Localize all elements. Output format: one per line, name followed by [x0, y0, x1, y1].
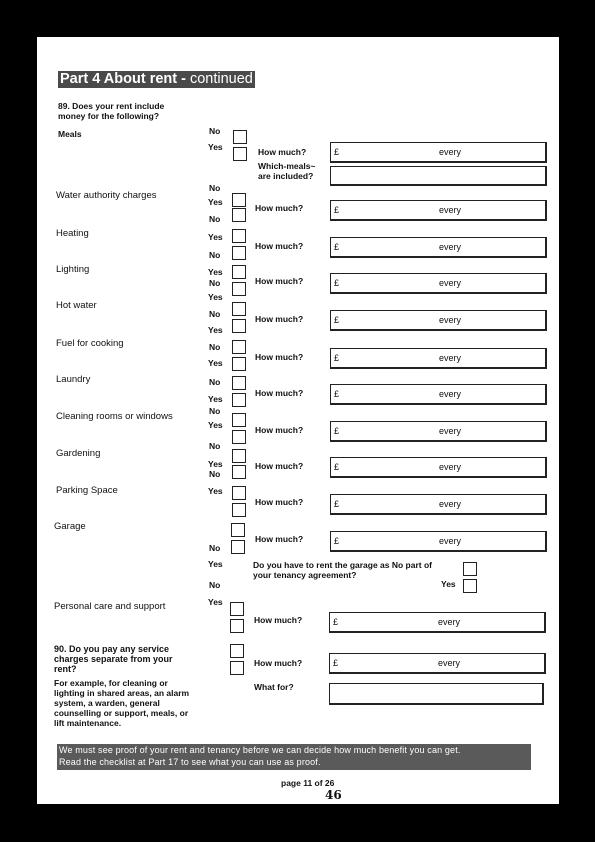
page-label: page 11 of 26 — [281, 778, 335, 788]
gardening-no-label: No — [209, 441, 221, 451]
laundry-yes-checkbox[interactable] — [232, 393, 246, 407]
lighting-how-much: How much? — [255, 276, 304, 286]
water-amount-field[interactable]: £ every — [330, 200, 547, 221]
cleaning-no-checkbox[interactable] — [232, 413, 246, 427]
water-no-label: No — [209, 183, 221, 193]
fuel-cooking-label: Fuel for cooking — [56, 338, 124, 349]
hotwater-yes-label: Yes — [208, 292, 223, 302]
lighting-no-checkbox[interactable] — [232, 265, 246, 279]
water-no-checkbox[interactable] — [232, 193, 246, 207]
hotwater-amount-field[interactable]: £ every — [330, 310, 547, 331]
proof-notice: We must see proof of your rent and tenancy before we can decide how much benefit you can get. Read the checklist at Part 17 to see what you can use as proof. — [57, 744, 531, 770]
gardening-how-much: How much? — [255, 461, 304, 471]
parking-label: Parking Space — [56, 485, 118, 496]
heating-label: Heating — [56, 228, 89, 239]
water-yes-label: Yes — [208, 197, 223, 207]
fuel-no-label-2: No — [209, 342, 221, 352]
service-how-much: How much? — [254, 658, 303, 668]
garage-rent-no-checkbox[interactable] — [463, 562, 477, 576]
personal-how-much: How much? — [254, 615, 303, 625]
garage-yes-checkbox[interactable] — [231, 540, 245, 554]
question-90: 90. Do you pay any service charges separate from your rent? — [54, 644, 173, 674]
section-header: Part 4 About rent - continued — [60, 71, 253, 87]
gardening-yes-checkbox[interactable] — [232, 465, 246, 479]
heating-how-much: How much? — [255, 241, 304, 251]
meals-no-checkbox[interactable] — [233, 130, 247, 144]
personal-no-checkbox[interactable] — [230, 602, 244, 616]
garage-no-checkbox[interactable] — [231, 523, 245, 537]
parking-no-checkbox[interactable] — [232, 486, 246, 500]
heating-no-label: No — [209, 214, 221, 224]
laundry-label: Laundry — [56, 374, 91, 385]
which-meals-field[interactable] — [330, 166, 547, 186]
meals-yes-checkbox[interactable] — [233, 147, 247, 161]
what-for-label: What for? — [254, 682, 294, 692]
heating-no-checkbox[interactable] — [232, 229, 246, 243]
meals-amount-field[interactable]: £ every — [330, 142, 547, 163]
cleaning-no-label: No — [209, 406, 221, 416]
meals-no-label: No — [209, 126, 221, 136]
cleaning-yes-label: Yes — [208, 420, 223, 430]
fuel-yes-label-2: Yes — [208, 358, 223, 368]
heating-yes-checkbox[interactable] — [232, 246, 246, 260]
lighting-yes-checkbox[interactable] — [232, 282, 246, 296]
cleaning-amount-field[interactable]: £ every — [330, 421, 547, 442]
water-how-much: How much? — [255, 203, 304, 213]
which-meals-label: Which-meals~ are included? — [258, 161, 316, 181]
gardening-amount-field[interactable]: £ every — [330, 457, 547, 478]
heating-amount-field[interactable]: £ every — [330, 237, 547, 258]
lighting-yes-label: Yes — [208, 267, 223, 277]
garage-label: Garage — [54, 521, 86, 532]
cleaning-yes-checkbox[interactable] — [232, 430, 246, 444]
parking-amount-field[interactable]: £ every — [330, 494, 547, 515]
what-for-field[interactable] — [329, 683, 544, 705]
cleaning-how-much: How much? — [255, 425, 304, 435]
personal-amount-field[interactable]: £ every — [329, 612, 546, 633]
laundry-no-label: No — [209, 377, 221, 387]
laundry-how-much: How much? — [255, 388, 304, 398]
hot-water-label: Hot water — [56, 300, 97, 311]
heating-yes-label: Yes — [208, 232, 223, 242]
service-amount-field[interactable]: £ every — [329, 653, 546, 674]
garage-rent-question: Do you have to rent the garage as No part of your tenancy agreement? — [253, 560, 433, 580]
hotwater-no-checkbox[interactable] — [232, 302, 246, 316]
laundry-amount-field[interactable]: £ every — [330, 384, 547, 405]
garage-rent-yes-checkbox[interactable] — [463, 579, 477, 593]
service-no-checkbox[interactable] — [230, 644, 244, 658]
form-page — [37, 37, 559, 804]
fuel-how-much: How much? — [255, 352, 304, 362]
gardening-yes-label: Yes — [208, 459, 223, 469]
parking-yes-label: Yes — [208, 486, 223, 496]
personal-yes-label: Yes — [208, 597, 223, 607]
hotwater-no-label: No — [209, 278, 221, 288]
parking-how-much: How much? — [255, 497, 304, 507]
garage-how-much: How much? — [255, 534, 304, 544]
gardening-label: Gardening — [56, 448, 101, 459]
gardening-no-checkbox[interactable] — [232, 449, 246, 463]
cleaning-label: Cleaning rooms or windows — [56, 411, 173, 422]
personal-care-label: Personal care and support — [54, 601, 166, 612]
parking-yes-checkbox[interactable] — [232, 503, 246, 517]
fuel-amount-field[interactable]: £ every — [330, 348, 547, 369]
service-yes-checkbox[interactable] — [230, 661, 244, 675]
garage-rent-yes-label-2: Yes — [441, 579, 456, 589]
lighting-no-label: No — [209, 250, 221, 260]
meals-yes-label: Yes — [208, 142, 223, 152]
garage-amount-field[interactable]: £ every — [330, 531, 547, 552]
question-89: 89. Does your rent include money for the following? — [58, 101, 165, 121]
fuel-yes-label: Yes — [208, 325, 223, 335]
garage-rent-no-label: No — [209, 580, 221, 590]
laundry-no-checkbox[interactable] — [232, 376, 246, 390]
fuel-no-label: No — [209, 309, 221, 319]
gardening-no-label-2: No — [209, 469, 221, 479]
meals-how-much: How much? — [258, 147, 307, 157]
laundry-yes-label: Yes — [208, 394, 223, 404]
meals-label: Meals — [58, 129, 82, 139]
personal-yes-checkbox[interactable] — [230, 619, 244, 633]
hotwater-yes-checkbox[interactable] — [232, 319, 246, 333]
garage-no-label: No — [209, 543, 221, 553]
water-yes-checkbox[interactable] — [232, 208, 246, 222]
page-number: 46 — [325, 788, 342, 802]
question-90-examples: For example, for cleaning or lighting in shared areas, an alarm system, a warden, general counselling or support, meals, or lift maintenance. — [54, 678, 190, 728]
lighting-amount-field[interactable]: £ every — [330, 273, 547, 294]
fuel-yes-checkbox[interactable] — [232, 357, 246, 371]
garage-rent-yes-label: Yes — [208, 559, 223, 569]
lighting-label: Lighting — [56, 264, 90, 275]
hotwater-how-much: How much? — [255, 314, 304, 324]
water-charges-label: Water authority charges — [56, 190, 157, 201]
fuel-no-checkbox[interactable] — [232, 340, 246, 354]
